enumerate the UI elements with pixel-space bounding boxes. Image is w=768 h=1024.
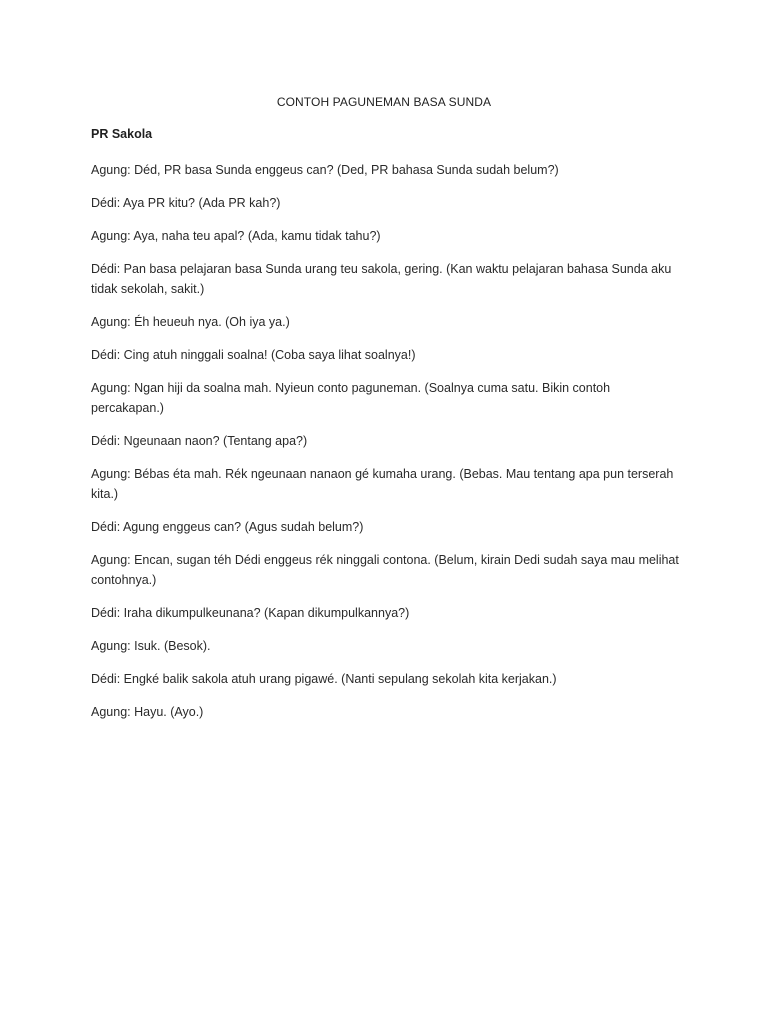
dialogue-line: Agung: Aya, naha teu apal? (Ada, kamu tidak tahu?)	[91, 229, 381, 243]
dialogue-line: Agung: Hayu. (Ayo.)	[91, 705, 204, 719]
dialogue-line: Agung: Isuk. (Besok).	[91, 639, 211, 653]
dialogue-line: Agung: Encan, sugan téh Dédi enggeus rék ninggali contona. (Belum, kirain Dedi sudah saya mau melihat contohnya.)	[91, 553, 679, 587]
dialogue-line: Agung: Éh heueuh nya. (Oh iya ya.)	[91, 315, 290, 329]
dialogue-list	[91, 160, 681, 735]
dialogue-line: Agung: Bébas éta mah. Rék ngeunaan nanaon gé kumaha urang. (Bebas. Mau tentang apa pun terserah kita.)	[91, 467, 674, 501]
dialogue-line: Agung: Ngan hiji da soalna mah. Nyieun conto paguneman. (Soalnya cuma satu. Bikin contoh percakapan.)	[91, 381, 611, 415]
document-title: CONTOH PAGUNEMAN BASA SUNDA	[276, 95, 492, 109]
dialogue-line: Dédi: Ngeunaan naon? (Tentang apa?)	[91, 434, 308, 448]
dialogue-line: Dédi: Engké balik sakola atuh urang pigawé. (Nanti sepulang sekolah kita kerjakan.)	[91, 672, 557, 686]
dialogue-line: Dédi: Cing atuh ninggali soalna! (Coba saya lihat soalnya!)	[91, 348, 416, 362]
dialogue-line: Dédi: Agung enggeus can? (Agus sudah belum?)	[91, 520, 364, 534]
dialogue-line: Dédi: Iraha dikumpulkeunana? (Kapan dikumpulkannya?)	[91, 606, 410, 620]
dialogue-line: Dédi: Pan basa pelajaran basa Sunda urang teu sakola, gering. (Kan waktu pelajaran bahasa Sunda aku tidak sekolah, sakit.)	[91, 262, 672, 296]
dialogue-line: Agung: Déd, PR basa Sunda enggeus can? (Ded, PR bahasa Sunda sudah belum?)	[91, 163, 559, 177]
section-heading: PR Sakola	[91, 127, 153, 141]
dialogue-line: Dédi: Aya PR kitu? (Ada PR kah?)	[91, 196, 281, 210]
